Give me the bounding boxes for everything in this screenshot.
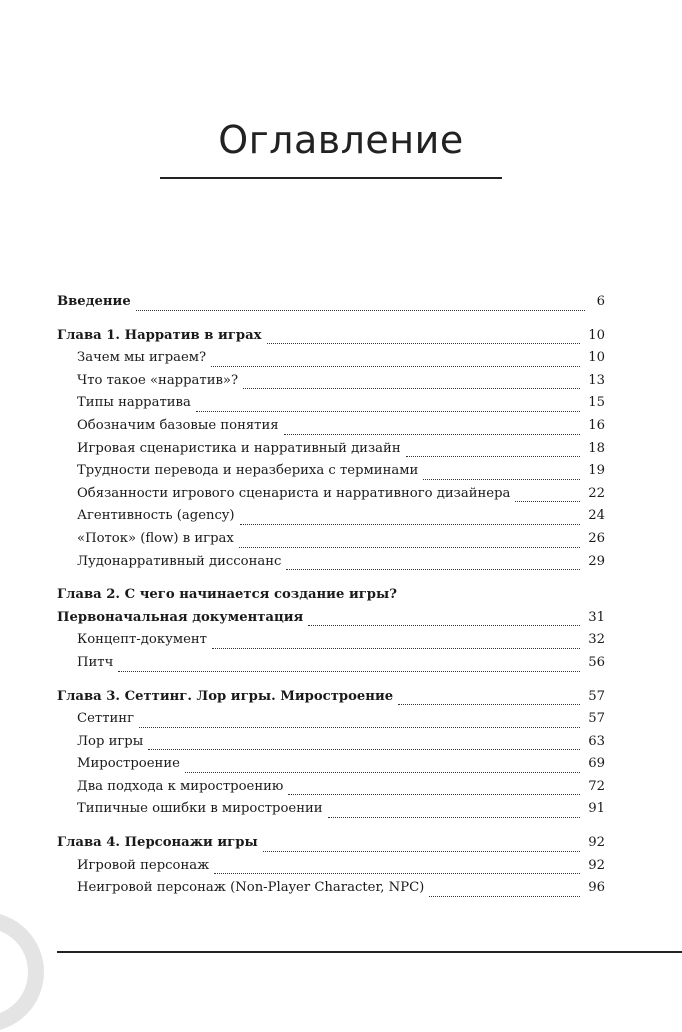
toc-entry[interactable] <box>57 753 605 776</box>
decorative-ring <box>0 912 44 1032</box>
dot-leader <box>240 523 581 525</box>
toc-entry-label: Обозначим базовые понятия <box>77 417 279 433</box>
toc-entry[interactable] <box>57 370 605 393</box>
dot-leader <box>308 624 580 626</box>
toc-entry[interactable] <box>57 798 605 821</box>
toc-page-number: 29 <box>588 553 605 569</box>
toc-entry-intro[interactable] <box>57 291 605 314</box>
dot-leader <box>429 895 580 897</box>
toc-entry-label: Сеттинг <box>77 711 134 727</box>
toc-page-number: 91 <box>588 801 605 817</box>
toc-entry-label: Типы нарратива <box>77 395 191 411</box>
toc-page-number: 69 <box>588 756 605 772</box>
dot-leader <box>214 872 580 874</box>
toc-entry-label: Агентивность (agency) <box>77 508 235 524</box>
toc-page-number: 16 <box>588 417 605 433</box>
dot-leader <box>136 309 585 311</box>
toc-entry-label: Игровая сценаристика и нарративный дизайн <box>77 440 401 456</box>
toc-page-number: 19 <box>588 463 605 479</box>
toc-page-number: 57 <box>588 711 605 727</box>
toc-entry[interactable] <box>57 483 605 506</box>
title-underline <box>160 177 502 179</box>
dot-leader <box>288 793 580 795</box>
toc-page-number: 56 <box>588 654 605 670</box>
toc-entry-label: Зачем мы играем? <box>77 350 207 366</box>
toc-entry[interactable] <box>57 528 605 551</box>
toc-entry[interactable] <box>57 652 605 675</box>
toc-entry-label: «Поток» (flow) в играх <box>77 530 234 546</box>
toc-entry-label: Трудности перевода и неразбериха с терминами <box>77 463 419 479</box>
dot-leader <box>263 850 581 852</box>
toc-entry[interactable] <box>57 460 605 483</box>
toc-entry[interactable] <box>57 877 605 900</box>
toc-entry[interactable] <box>57 438 605 461</box>
toc-page-number: 10 <box>588 327 605 343</box>
toc-entry-label: Питч <box>77 654 114 670</box>
toc-page-number: 10 <box>588 350 605 366</box>
dot-leader <box>196 410 580 412</box>
toc-entry[interactable] <box>57 855 605 878</box>
toc-page-number: 24 <box>588 508 605 524</box>
dot-leader <box>284 433 581 435</box>
dot-leader <box>406 455 581 457</box>
toc-page-number: 32 <box>588 632 605 648</box>
dot-leader <box>239 546 580 548</box>
toc-entry[interactable] <box>57 392 605 415</box>
toc-chapter-4[interactable] <box>57 832 605 855</box>
toc-chapter-2-title-line[interactable]: Глава 2. С чего начинается создание игры? <box>57 587 397 603</box>
toc-chapter-label: Глава 4. Персонажи игры <box>57 835 258 851</box>
toc-entry[interactable] <box>57 708 605 731</box>
toc-entry[interactable] <box>57 731 605 754</box>
toc-chapter-label: Глава 1. Нарратив в играх <box>57 327 262 343</box>
dot-leader <box>211 365 580 367</box>
dot-leader <box>398 703 580 705</box>
toc-entry[interactable] <box>57 415 605 438</box>
toc-entry[interactable] <box>57 551 605 574</box>
toc-page-number: 31 <box>588 609 605 625</box>
dot-leader <box>515 500 580 502</box>
toc-page-number: 63 <box>588 733 605 749</box>
dot-leader <box>212 647 580 649</box>
toc-entry-label: Введение <box>57 294 131 309</box>
toc-entry-label: Два подхода к миростроению <box>77 778 284 794</box>
dot-leader <box>267 342 581 344</box>
toc-chapter-label: Глава 3. Сеттинг. Лор игры. Миростроение <box>57 688 394 704</box>
toc-entry-label: Обязанности игрового сценариста и нарративного дизайнера <box>77 485 511 501</box>
toc-page-number: 96 <box>588 880 605 896</box>
toc-page-number: 13 <box>588 372 605 388</box>
toc-page-number: 22 <box>588 485 605 501</box>
toc-entry-label: Игровой персонаж <box>77 857 210 873</box>
toc-entry[interactable] <box>57 629 605 652</box>
toc-page-number: 57 <box>588 688 605 704</box>
toc-page-number: 26 <box>588 530 605 546</box>
toc-page-number: 92 <box>588 835 605 851</box>
table-of-contents <box>57 291 605 900</box>
dot-leader <box>328 816 581 818</box>
dot-leader <box>243 387 580 389</box>
toc-entry-label: Миростроение <box>77 756 180 772</box>
toc-entry-label: Типичные ошибки в миростроении <box>77 801 323 817</box>
dot-leader <box>286 568 580 570</box>
toc-entry-label: Лудонарративный диссонанс <box>77 553 282 569</box>
dot-leader <box>139 726 580 728</box>
toc-entry-label: Лор игры <box>77 733 144 749</box>
dot-leader <box>148 748 580 750</box>
toc-entry-label: Концепт-документ <box>77 632 207 648</box>
page-title: Оглавление <box>218 118 464 162</box>
toc-entry[interactable] <box>57 776 605 799</box>
toc-chapter-2[interactable] <box>57 607 605 630</box>
toc-page-number: 6 <box>596 294 605 309</box>
toc-page-number: 15 <box>588 395 605 411</box>
toc-entry-label: Неигровой персонаж (Non-Player Character, NPC) <box>77 880 425 896</box>
toc-page-number: 92 <box>588 857 605 873</box>
toc-entry-label: Что такое «нарратив»? <box>77 372 239 388</box>
footer-rule <box>57 951 682 953</box>
dot-leader <box>118 670 580 672</box>
toc-page-number: 18 <box>588 440 605 456</box>
toc-page-number: 72 <box>588 778 605 794</box>
toc-chapter-label: Первоначальная документация <box>57 609 304 625</box>
dot-leader <box>423 478 580 480</box>
toc-entry[interactable] <box>57 347 605 370</box>
toc-chapter-1[interactable] <box>57 325 605 348</box>
toc-chapter-3[interactable] <box>57 686 605 709</box>
dot-leader <box>185 771 580 773</box>
toc-entry[interactable] <box>57 505 605 528</box>
